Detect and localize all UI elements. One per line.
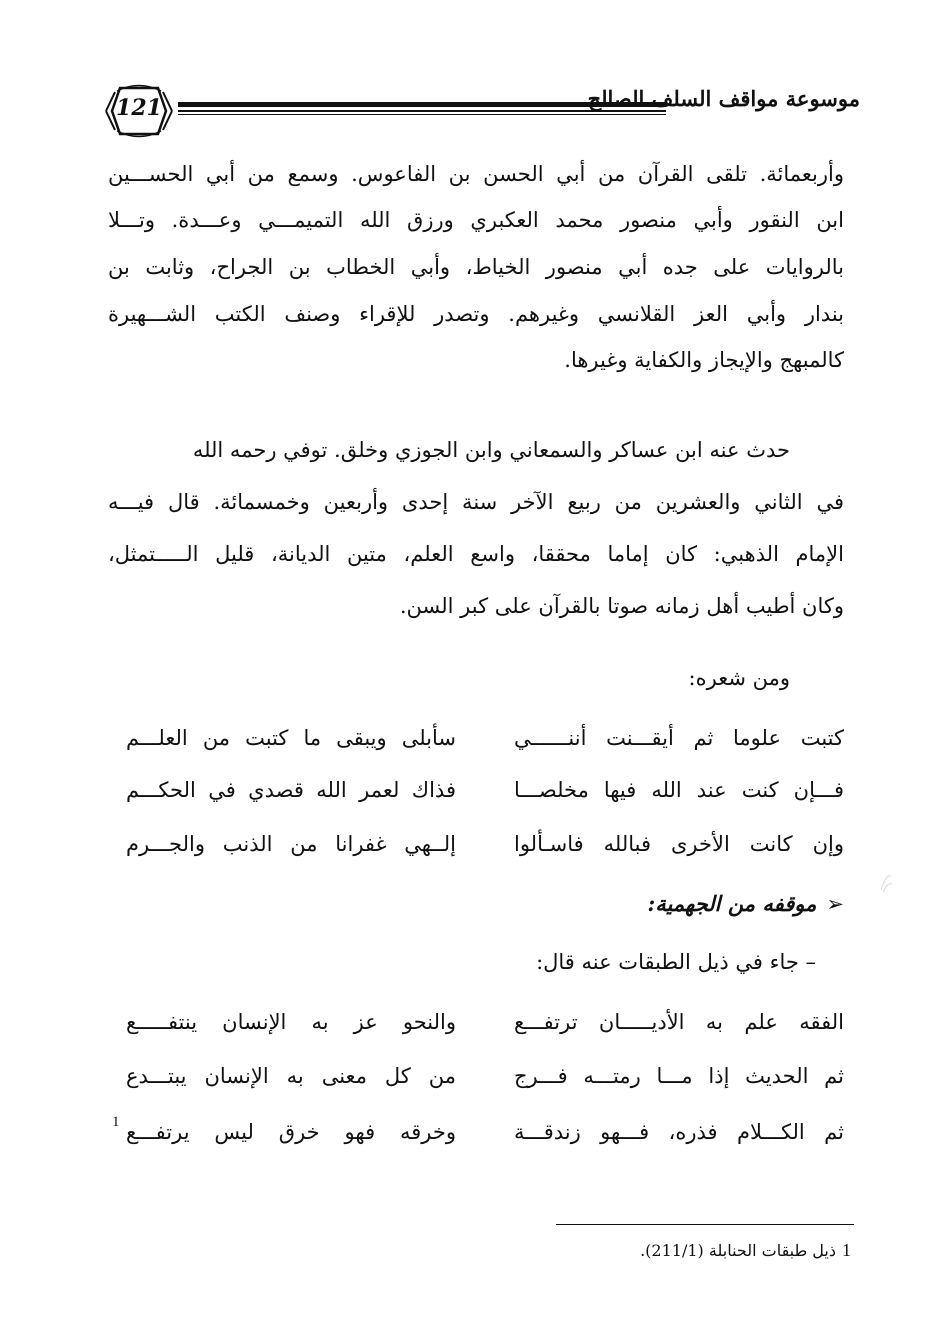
- verse-second-hemistich: فذاك لعمر الله قصدي في الحكـــم: [126, 778, 456, 802]
- text-line: كالمبهج والإيجاز والكفاية وغيرها.: [564, 348, 844, 372]
- page-number-badge: [102, 82, 176, 138]
- section-heading-text: موقفه من الجهمية:: [647, 891, 817, 916]
- text-line: وأربعمائة. تلقى القرآن من أبي الحسن بن الفاعوس. وسمع من أبي الحســـين: [108, 162, 844, 186]
- verse-first-hemistich: ثم الحديث إذا مـــا رمتـــه فـــرج: [514, 1064, 844, 1088]
- poem-verse: [108, 824, 844, 864]
- poem-verse: [108, 1112, 844, 1152]
- footnote-text: ذيل طبقات الحنابلة (211/1).: [640, 1241, 836, 1260]
- paragraph-2: [108, 430, 844, 630]
- footnote-marker: 1: [112, 1114, 120, 1130]
- text-line: بندار وأبي العز القلانسي وغيرهم. وتصدر للإقراء وصنف الكتب الشـــهيرة: [108, 302, 844, 326]
- poem-2-intro-block: [108, 942, 844, 982]
- text-line: في الثاني والعشرين من ربيع الآخر سنة إحدى وأربعين وخمسمائة. قال فيـــه: [108, 490, 844, 514]
- poem-verse: [108, 770, 844, 810]
- verse-first-hemistich: فـــإن كنت عند الله فيها مخلصـــا: [514, 778, 844, 802]
- section-heading-block: [108, 884, 844, 924]
- text-line: بالروايات على جده أبي منصور الخياط، وأبي الخطاب بن الجراح، وثابت بن: [108, 255, 844, 279]
- verse-first-hemistich: الفقه علم به الأديـــــان ترتفـــع: [514, 1010, 844, 1034]
- verse-second-hemistich: وخرقه فهو خرق ليس يرتفـــع: [126, 1120, 456, 1144]
- page-number: 121: [116, 95, 162, 121]
- poem-1: [108, 718, 844, 868]
- poem-intro: ومن شعره:: [688, 666, 790, 690]
- paragraph-1: [108, 154, 844, 372]
- section-heading: [108, 884, 844, 924]
- page-header: [100, 80, 860, 150]
- footnote-separator: [556, 1224, 854, 1225]
- verse-second-hemistich: سأبلى ويبقى ما كتبت من العلـــم: [126, 726, 456, 750]
- verse-first-hemistich: وإن كانت الأخرى فبالله فاسـألوا: [514, 832, 844, 856]
- poem-2: [108, 1002, 844, 1152]
- poem-verse: [108, 718, 844, 758]
- text-line: وكان أطيب أهل زمانه صوتا بالقرآن على كبر السن.: [399, 594, 844, 618]
- scan-smudge-icon: [878, 870, 894, 896]
- verse-second-hemistich: من كل معنى به الإنسان يبتـــدع: [126, 1064, 456, 1088]
- verse-second-hemistich: إلــهي غفرانا من الذنب والجـــرم: [126, 832, 456, 856]
- poem-verse: [108, 1002, 844, 1042]
- verse-first-hemistich: كتبت علوما ثم أيقـــنت أننــــــي: [514, 726, 844, 750]
- poem-verse: [108, 1056, 844, 1096]
- text-line: الإمام الذهبي: كان إماما محققا، واسع العلم، متين الديانة، قليل الـــــتمثل،: [108, 542, 844, 566]
- verse-first-hemistich: ثم الكـــلام فذره، فـــهو زندقـــة: [514, 1120, 844, 1144]
- poem-intro: – جاء في ذيل الطبقات عنه قال:: [536, 950, 816, 974]
- arrow-bullet-icon: ➢: [826, 892, 844, 916]
- poem-1-intro-block: [108, 658, 844, 698]
- text-line: حدث عنه ابن عساكر والسمعاني وابن الجوزي وخلق. توفي رحمه الله: [192, 438, 790, 462]
- verse-second-hemistich: والنحو عز به الإنسان ينتفـــــع: [126, 1010, 456, 1034]
- footnote: [251, 1240, 851, 1261]
- text-line: ابن النقور وأبي منصور محمد العكبري ورزق الله التميمـــي وعـــدة. وتـــلا: [108, 208, 844, 232]
- footnote-number: 1: [842, 1240, 851, 1260]
- running-title: موسوعة مواقف السلف الصالح: [587, 86, 860, 111]
